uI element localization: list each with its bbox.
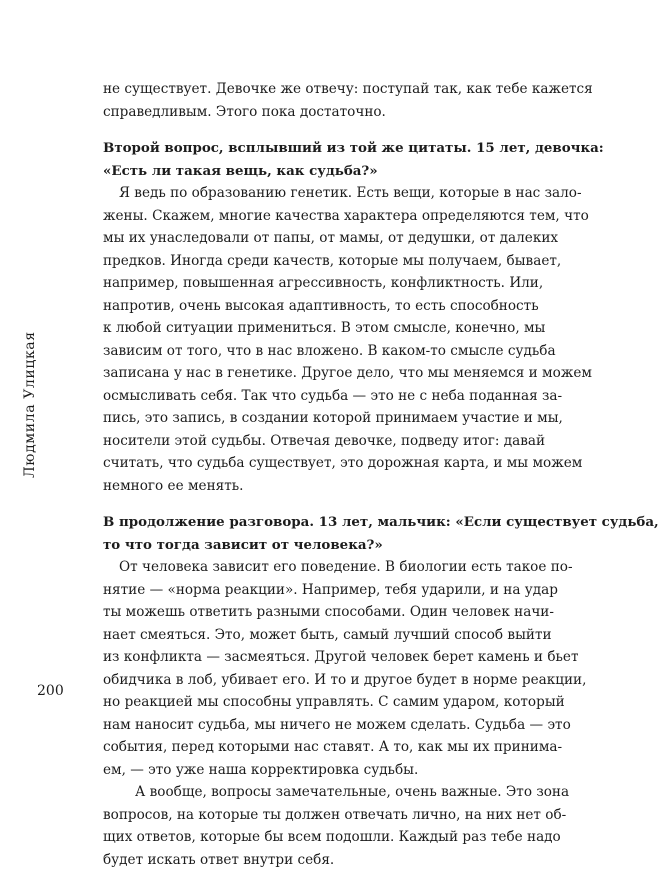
paragraph-gap	[103, 123, 525, 137]
text-line: обидчика в лоб, убивает его. И то и другое будет в норме реакции,	[103, 669, 525, 692]
text-line: нает смеяться. Это, может быть, самый лучший способ выйти	[103, 624, 525, 647]
text-line: записана у нас в генетике. Другое дело, что мы меняемся и можем	[103, 362, 525, 385]
text-line: осмысливать себя. Так что судьба — это не с неба поданная за-	[103, 385, 525, 408]
text-line: ем, — это уже наша корректировка судьбы.	[103, 759, 525, 782]
text-line: носители этой судьбы. Отвечая девочке, подведу итог: давай	[103, 430, 525, 453]
text-line: будет искать ответ внутри себя.	[103, 849, 525, 871]
text-line: немного ее менять.	[103, 475, 525, 498]
text-line: щих ответов, которые бы всем подошли. Каждый раз тебе надо	[103, 826, 525, 849]
text-line: нятие — «норма реакции». Например, тебя ударили, и на удар	[103, 579, 525, 602]
text-line: зависим от того, что в нас вложено. В каком-то смысле судьба	[103, 340, 525, 363]
text-line: ты можешь ответить разными способами. Один человек начи-	[103, 601, 525, 624]
text-line: не существует. Девочке же отвечу: поступай так, как тебе кажется	[103, 78, 525, 101]
running-head: Людмила Улицкая	[22, 331, 38, 478]
question-heading-line: Второй вопрос, всплывший из той же цитаты. 15 лет, девочка:	[103, 137, 525, 160]
page-number: 200	[37, 683, 64, 699]
question-heading-line: В продолжение разговора. 13 лет, мальчик: «Если существует судьба,	[103, 511, 525, 534]
text-line: жены. Скажем, многие качества характера определяются тем, что	[103, 205, 525, 228]
body-text	[103, 78, 525, 871]
text-line: Я ведь по образованию генетик. Есть вещи, которые в нас зало-	[103, 182, 525, 205]
text-line: А вообще, вопросы замечательные, очень важные. Это зона	[103, 781, 525, 804]
paragraph-gap	[103, 497, 525, 511]
text-line: мы их унаследовали от папы, от мамы, от дедушки, от далеких	[103, 227, 525, 250]
text-line: считать, что судьба существует, это дорожная карта, и мы можем	[103, 452, 525, 475]
text-line: От человека зависит его поведение. В биологии есть такое по-	[103, 556, 525, 579]
text-line: вопросов, на которые ты должен отвечать лично, на них нет об-	[103, 804, 525, 827]
text-line: справедливым. Этого пока достаточно.	[103, 101, 525, 124]
text-line: например, повышенная агрессивность, конфликтность. Или,	[103, 272, 525, 295]
question-heading-line: то что тогда зависит от человека?»	[103, 534, 525, 557]
text-line: нам наносит судьба, мы ничего не можем сделать. Судьба — это	[103, 714, 525, 737]
text-line: но реакцией мы способны управлять. С самим ударом, который	[103, 691, 525, 714]
text-line: предков. Иногда среди качеств, которые мы получаем, бывает,	[103, 250, 525, 273]
question-heading-line: «Есть ли такая вещь, как судьба?»	[103, 160, 525, 183]
text-line: из конфликта — засмеяться. Другой человек берет камень и бьет	[103, 646, 525, 669]
text-line: к любой ситуации примениться. В этом смысле, конечно, мы	[103, 317, 525, 340]
text-line: напротив, очень высокая адаптивность, то есть способность	[103, 295, 525, 318]
text-line: пись, это запись, в создании которой принимаем участие и мы,	[103, 407, 525, 430]
text-line: события, перед которыми нас ставят. А то, как мы их принима-	[103, 736, 525, 759]
